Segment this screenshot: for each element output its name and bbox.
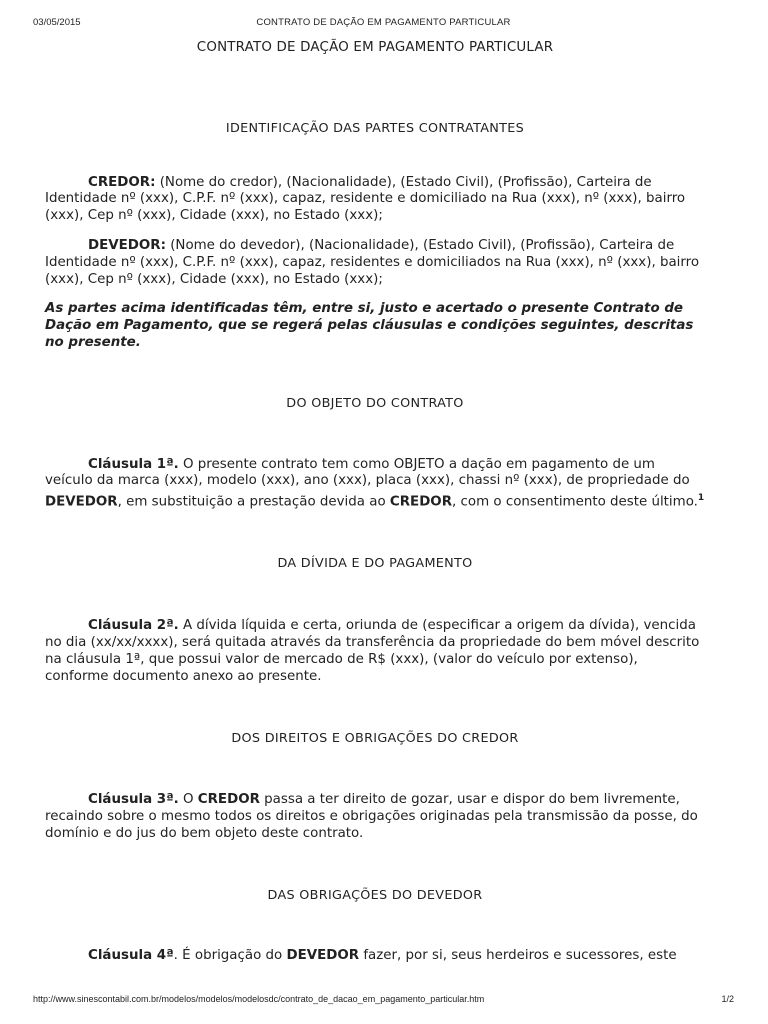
clausula-3-text-a: O [178,792,198,808]
clausula-1-text-c: , com o consentimento deste último. [452,494,698,510]
clausula-2-paragraph [45,618,705,685]
clausula-4-label: Cláusula 4ª [88,948,174,964]
devedor-paragraph [45,238,705,288]
page-number: 1/2 [721,994,734,1004]
clausula-1-credor: CREDOR [389,494,453,510]
intro-text: As partes acima identificadas têm, entre si, justo e acertado o presente Contrato de Dação em Pagamento, que se regerá pelas cláusulas e condições seguintes, descritas no presente. [45,301,694,350]
section-heading-divida: DA DÍVIDA E DO PAGAMENTO [277,556,473,572]
print-date: 03/05/2015 [33,17,81,28]
clausula-1-devedor: DEVEDOR [45,494,118,510]
clausula-1-label: Cláusula 1ª. [88,456,179,472]
clausula-3-label: Cláusula 3ª. [88,792,179,808]
credor-paragraph [45,175,705,225]
print-title: CONTRATO DE DAÇÃO EM PAGAMENTO PARTICULAR [256,17,511,28]
clausula-1-text-a: O presente contrato tem como OBJETO a dação em pagamento de um veículo da marca (xxx), modelo (xxx), ano (xxx), placa (xxx), chassi nº (xxx), de propriedade do [45,456,690,489]
devedor-label: DEVEDOR: [88,237,166,253]
clausula-1-text-b: , em substituição a prestação devida ao [117,494,390,510]
clausula-4-devedor: DEVEDOR [286,948,360,964]
print-footer [33,994,734,1008]
section-heading-credor: DOS DIREITOS E OBRIGAÇÕES DO CREDOR [231,731,519,747]
clausula-3-text-b: passa a ter direito de gozar, usar e dispor do bem livremente, recaindo sobre o mesmo todos os direitos e obrigações originadas pela transmissão da posse, do domínio e do jus do bem objeto deste contrato. [45,792,698,841]
source-url[interactable]: http://www.sinescontabil.com.br/modelos/modelos/modelosdc/contrato_de_dacao_em_pagamento_particular.htm [33,994,485,1004]
intro-paragraph [45,301,705,351]
clausula-4-paragraph [45,948,705,965]
print-header [33,17,734,31]
footnote-marker[interactable]: 1 [697,493,705,504]
clausula-3-paragraph [45,792,705,842]
clausula-1-paragraph [45,457,705,512]
clausula-4-text-a: . É obrigação do [173,948,287,964]
devedor-text: (Nome do devedor), (Nacionalidade), (Estado Civil), (Profissão), Carteira de Identidade nº (xxx), C.P.F. nº (xxx), capaz, residentes e domiciliados na Rua (xxx), nº (xxx), bairro (xxx), Cep nº (xxx), Cidade (xxx), no Estado (xxx); [45,237,700,287]
clausula-2-label: Cláusula 2ª. [88,618,179,634]
section-heading-devedor: DAS OBRIGAÇÕES DO DEVEDOR [267,887,483,903]
clausula-4-text-b: fazer, por si, seus herdeiros e sucessores, este [359,948,677,964]
clausula-2-text: A dívida líquida e certa, oriunda de (especificar a origem da dívida), vencida no dia (xx/xx/xxxx), será quitada através da transferência da propriedade do bem móvel descrito na cláusula 1ª, que possui valor de mercado de R$ (xxx), (valor do veículo por extenso), conforme documento anexo ao presente. [45,618,700,684]
credor-label: CREDOR: [88,174,156,190]
credor-text: (Nome do credor), (Nacionalidade), (Estado Civil), (Profissão), Carteira de Identidade nº (xxx), C.P.F. nº (xxx), capaz, residente e domiciliado na Rua (xxx), nº (xxx), bairro (xxx), Cep nº (xxx), Cidade (xxx), no Estado (xxx); [45,174,686,224]
document-body [45,40,705,965]
section-heading-identification: IDENTIFICAÇÃO DAS PARTES CONTRATANTES [225,120,525,136]
section-heading-objeto: DO OBJETO DO CONTRATO [286,395,464,411]
clausula-3-credor: CREDOR [197,792,260,808]
document-title: CONTRATO DE DAÇÃO EM PAGAMENTO PARTICULAR [196,40,554,55]
